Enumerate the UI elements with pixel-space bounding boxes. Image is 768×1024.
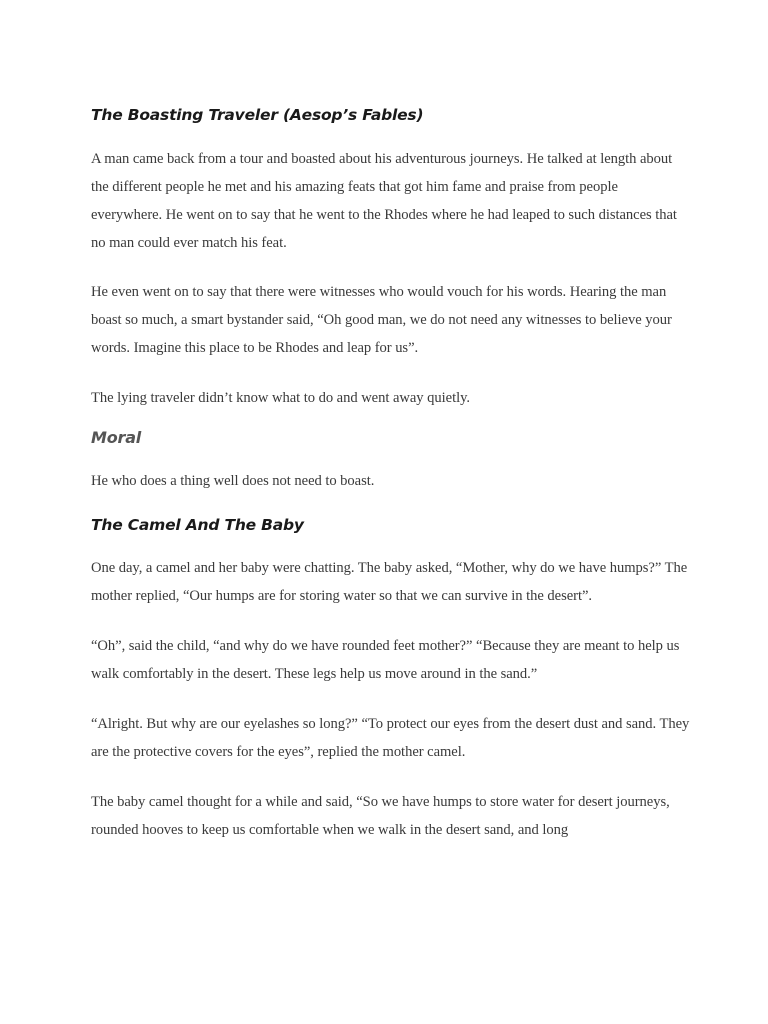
- document-body: [91, 104, 691, 844]
- story2-paragraph-2: “Oh”, said the child, “and why do we have rounded feet mother?” “Because they are meant to help us walk comfortably in the desert. These legs help us move around in the sand.”: [91, 638, 680, 682]
- moral-text: He who does a thing well does not need to boast.: [91, 473, 375, 489]
- story1-paragraph-1: A man came back from a tour and boasted about his adventurous journeys. He talked at length about the different people he met and his amazing feats that got him fame and praise from people everywhere. He went on to say that he went to the Rhodes where he had leaped to such distances that no man could ever match his feat.: [91, 151, 677, 251]
- story-title-camel-and-baby: The Camel And The Baby: [91, 516, 304, 534]
- story2-paragraph-3: “Alright. But why are our eyelashes so long?” “To protect our eyes from the desert dust and sand. They are the protective covers for the eyes”, replied the mother camel.: [91, 716, 690, 760]
- moral-heading: Moral: [91, 428, 142, 447]
- story2-paragraph-1: One day, a camel and her baby were chatting. The baby asked, “Mother, why do we have humps?” The mother replied, “Our humps are for storing water so that we can survive in the desert”.: [91, 560, 688, 604]
- story1-paragraph-2: He even went on to say that there were witnesses who would vouch for his words. Hearing the man boast so much, a smart bystander said, “Oh good man, we do not need any witnesses to believe your words. Imagine this place to be Rhodes and leap for us”.: [91, 284, 672, 356]
- story2-paragraph-4: The baby camel thought for a while and said, “So we have humps to store water for desert journeys, rounded hooves to keep us comfortable when we walk in the desert sand, and long: [91, 794, 670, 838]
- story-title-boasting-traveler: The Boasting Traveler (Aesop’s Fables): [91, 106, 424, 124]
- story1-paragraph-3: The lying traveler didn’t know what to do and went away quietly.: [91, 390, 470, 406]
